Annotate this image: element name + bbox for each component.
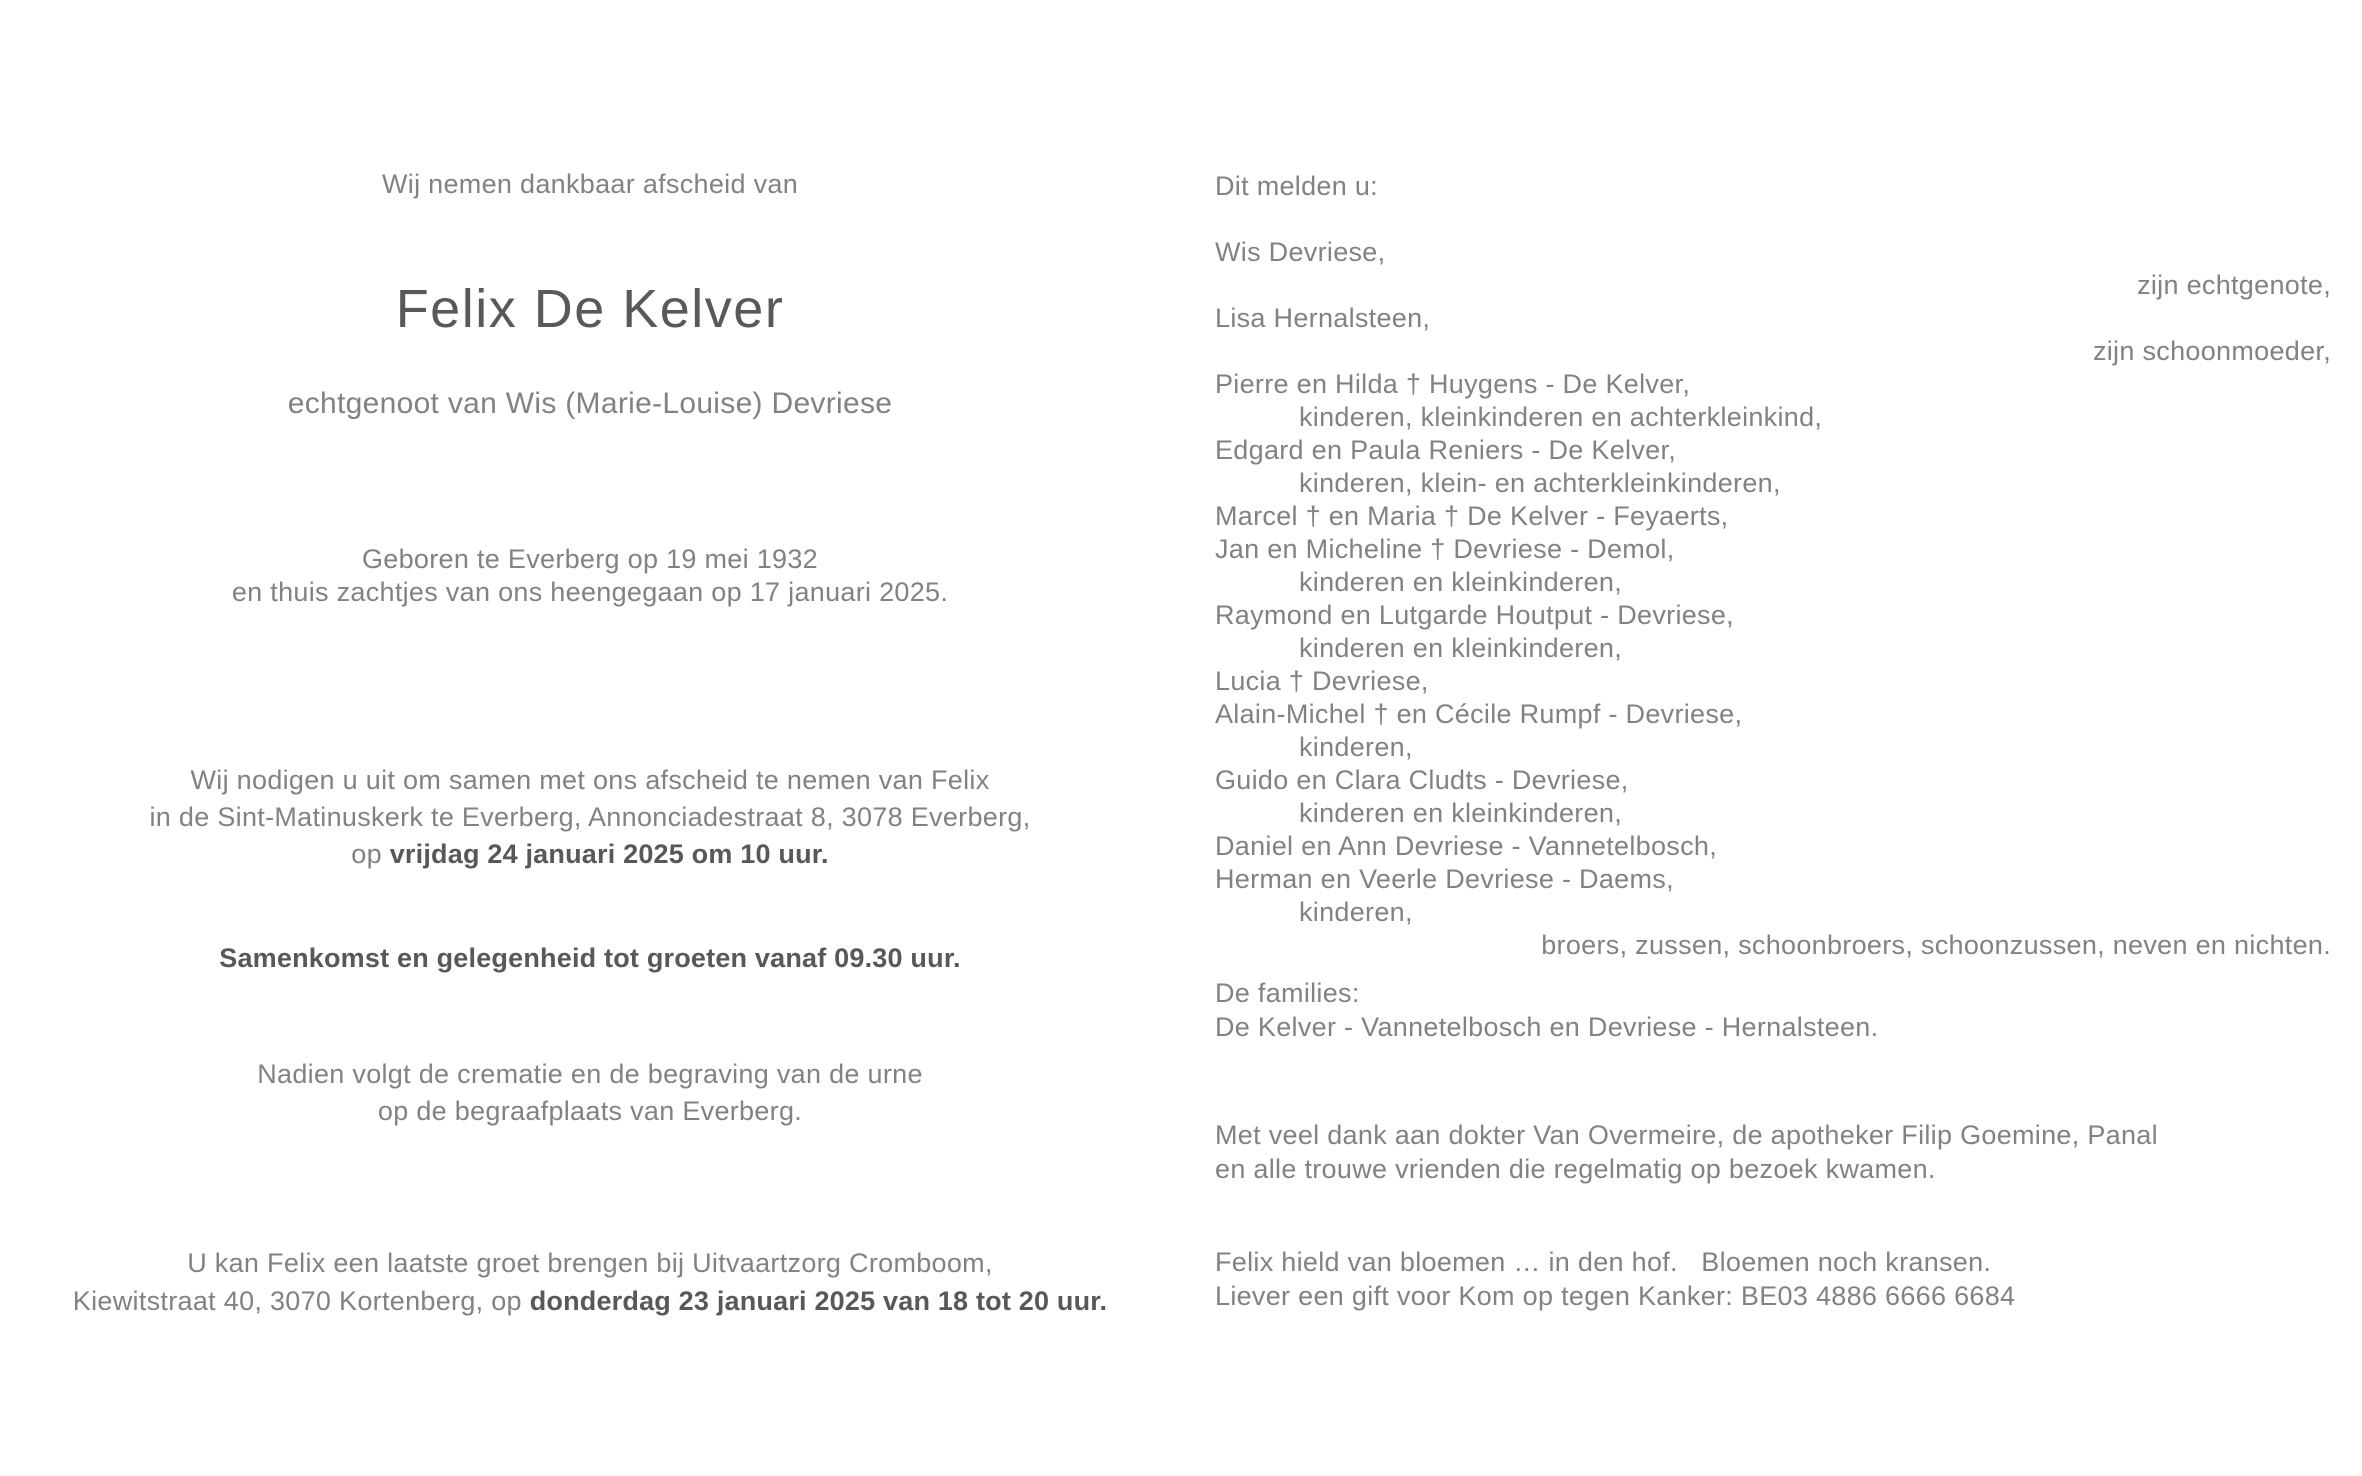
thanks-line-1: Met veel dank aan dokter Van Overmeire, de apotheker Filip Goemine, Panal xyxy=(1215,1120,2158,1150)
mourner-line: Pierre en Hilda † Huygens - De Kelver, xyxy=(1215,369,1691,399)
mourner-line: kinderen en kleinkinderen, xyxy=(1299,567,1623,597)
birth-death-block xyxy=(40,543,1140,609)
mourner-line: Guido en Clara Cludts - Devriese, xyxy=(1215,765,1629,795)
mourner-line: kinderen, kleinkinderen en achterkleinkind, xyxy=(1299,402,1823,432)
left-column xyxy=(40,0,1140,1476)
cremation-line-1: Nadien volgt de crematie en de begraving van de urne xyxy=(257,1059,923,1089)
visitation-date-bold: donderdag 23 januari 2025 van 18 tot 20 uur. xyxy=(529,1286,1108,1316)
deceased-name: Felix De Kelver xyxy=(395,279,785,339)
mourner-line: Raymond en Lutgarde Houtput - Devriese, xyxy=(1215,600,1734,630)
mourner-line: Daniel en Ann Devriese - Vannetelbosch, xyxy=(1215,831,1717,861)
families-block xyxy=(1215,976,2331,1044)
mourner-line: kinderen, klein- en achterkleinkinderen, xyxy=(1299,468,1781,498)
flowers-line: Felix hield van bloemen … in den hof. Bloemen noch kransen. xyxy=(1215,1247,1992,1277)
visitation-date-line xyxy=(40,1282,1140,1320)
mourners-list xyxy=(1215,236,2331,962)
mourner-line: broers, zussen, schoonbroers, schoonzussen, neven en nichten. xyxy=(1541,930,2331,960)
visitation-block xyxy=(40,1244,1140,1320)
mourner-line: Lisa Hernalsteen, xyxy=(1215,303,1431,333)
mourner-line: kinderen en kleinkinderen, xyxy=(1299,633,1623,663)
mourner-line: Alain-Michel † en Cécile Rumpf - Devriese, xyxy=(1215,699,1743,729)
mourner-line: kinderen, xyxy=(1299,732,1413,762)
families-names: De Kelver - Vannetelbosch en Devriese - Hernalsteen. xyxy=(1215,1012,1879,1042)
birth-line: Geboren te Everberg op 19 mei 1932 xyxy=(362,544,818,574)
mourner-line: kinderen en kleinkinderen, xyxy=(1299,798,1623,828)
cremation-block xyxy=(40,1056,1140,1130)
ceremony-date-bold: vrijdag 24 januari 2025 om 10 uur. xyxy=(389,839,829,869)
spouse-line: echtgenoot van Wis (Marie-Louise) Devriese xyxy=(287,387,893,420)
mourner-line: zijn schoonmoeder, xyxy=(2092,336,2331,366)
mourner-line: zijn echtgenote, xyxy=(2137,270,2331,300)
cremation-line-2: op de begraafplaats van Everberg. xyxy=(377,1096,803,1126)
flowers-block xyxy=(1215,1245,2331,1313)
visitation-date-prefix: Kiewitstraat 40, 3070 Kortenberg, op xyxy=(72,1286,530,1316)
mourner-line: kinderen, xyxy=(1299,897,1413,927)
ceremony-block xyxy=(40,762,1140,873)
thanks-block xyxy=(1215,1118,2331,1186)
ceremony-line-2: in de Sint-Matinuskerk te Everberg, Annonciadestraat 8, 3078 Everberg, xyxy=(149,802,1031,832)
mourner-line: Lucia † Devriese, xyxy=(1215,666,1429,696)
donation-line: Liever een gift voor Kom op tegen Kanker: BE03 4886 6666 6684 xyxy=(1215,1281,2016,1311)
death-line: en thuis zachtjes van ons heengegaan op 17 januari 2025. xyxy=(231,577,949,607)
visitation-line-1: U kan Felix een laatste groet brengen bij Uitvaartzorg Cromboom, xyxy=(187,1248,993,1278)
mourner-line: Jan en Micheline † Devriese - Demol, xyxy=(1215,534,1675,564)
ceremony-date-line xyxy=(40,836,1140,873)
thanks-line-2: en alle trouwe vrienden die regelmatig op bezoek kwamen. xyxy=(1215,1154,1936,1184)
ceremony-line-1: Wij nodigen u uit om samen met ons afscheid te nemen van Felix xyxy=(190,765,990,795)
mourner-line: Edgard en Paula Reniers - De Kelver, xyxy=(1215,435,1677,465)
mourner-line: Herman en Veerle Devriese - Daems, xyxy=(1215,864,1674,894)
mourner-line: Wis Devriese, xyxy=(1215,237,1386,267)
families-label: De families: xyxy=(1215,978,1360,1008)
announce-line: Dit melden u: xyxy=(1215,171,1378,201)
mourner-line: Marcel † en Maria † De Kelver - Feyaerts, xyxy=(1215,501,1729,531)
gathering-line: Samenkomst en gelegenheid tot groeten vanaf 09.30 uur. xyxy=(219,943,961,973)
right-column xyxy=(1215,0,2331,1476)
ceremony-date-prefix: op xyxy=(351,839,390,869)
intro-line: Wij nemen dankbaar afscheid van xyxy=(381,169,799,199)
